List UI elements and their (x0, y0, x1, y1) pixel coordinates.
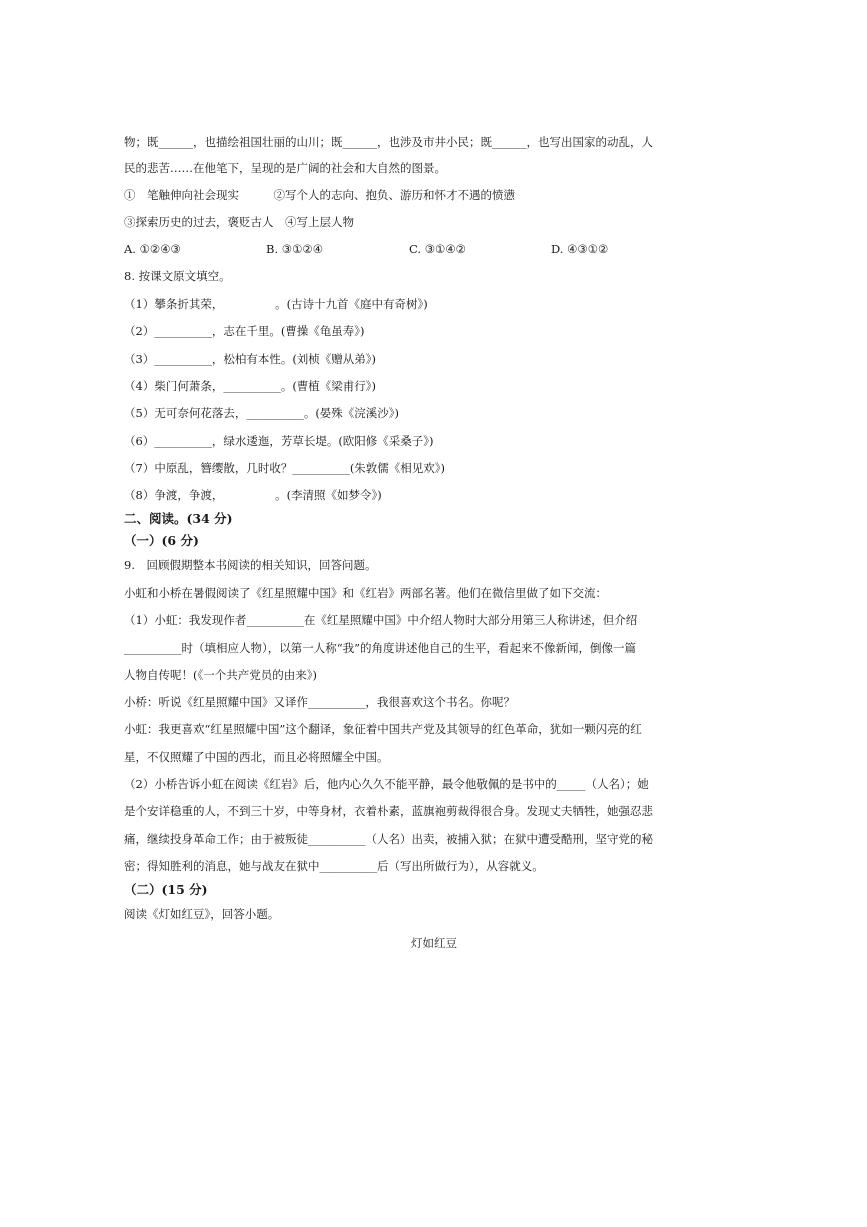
fill-blank-8: （8）争渡，争渡， 。(李清照《如梦令》) (124, 488, 382, 502)
reading-line: 痛，继续投身革命工作；由于被叛徒__________（人名）出卖，被捕入狱；在狱中遭受酷刑，坚守党的秘 (124, 832, 653, 846)
option-a: A. ①②④③ (124, 242, 181, 256)
fill-blank-6: （6）__________，绿水逶迤，芳草长堤。(欧阳修《采桑子》) (124, 434, 434, 448)
reading-line: （2）小桥告诉小虹在阅读《红岩》后，他内心久久不能平静，最令他敬佩的是书中的_____（人名）；她 (124, 777, 649, 791)
reading-line: （1）小虹：我发现作者__________在《红星照耀中国》中介绍人物时大部分用第三人称讲述，但介绍 (124, 613, 638, 627)
choice-line: ③探索历史的过去，褒贬古人 ④写上层人物 (124, 215, 354, 229)
reading-line: 人物自传呢！(《一个共产党员的由来》) (124, 668, 317, 682)
choice-line: ① 笔触伸向社会现实 ②写个人的志向、抱负、游历和怀才不遇的愤懑 (124, 188, 515, 202)
question-10: 阅读《灯如红豆》，回答小题。 (124, 907, 280, 921)
question-9: 9. 回顾假期整本书阅读的相关知识，回答问题。 (124, 558, 377, 572)
fill-blank-5: （5）无可奈何花落去，__________。(晏殊《浣溪沙》) (124, 406, 400, 420)
paragraph-line: 物；既______，也描绘祖国壮丽的山川；既______，也涉及市井小民；既______，也写出国家的动乱，人 (124, 135, 653, 149)
subsection-heading: （二）(15 分) (124, 882, 208, 897)
article-title: 灯如红豆 (411, 936, 457, 950)
fill-blank-1: （1）攀条折其荣， 。(古诗十九首《庭中有奇树》) (124, 297, 428, 311)
paragraph-line: 民的悲苦……在他笔下，呈现的是广阔的社会和大自然的图景。 (124, 161, 446, 175)
subsection-heading: （一）(6 分) (124, 533, 199, 548)
fill-blank-7: （7）中原乱，簪缨散，几时收？__________(朱敦儒《相见欢》) (124, 461, 446, 475)
reading-line: 是个安详稳重的人，不到三十岁，中等身材，衣着朴素，蓝旗袍剪裁得很合身。发现丈夫牺牲，她强忍悲 (124, 804, 653, 818)
fill-blank-4: （4）柴门何萧条，__________。(曹植《梁甫行》) (124, 379, 377, 393)
reading-line: __________时（填相应人物），以第一人称“我”的角度讲述他自己的生平，看起来不像新闻，倒像一篇 (124, 641, 637, 655)
option-b: B. ③①②④ (266, 242, 324, 256)
reading-line: 小桥：听说《红星照耀中国》又译作__________，我很喜欢这个书名。你呢？ (124, 695, 515, 709)
option-c: C. ③①④② (409, 242, 466, 256)
reading-line: 密；得知胜利的消息，她与战友在狱中__________后（写出所做行为），从容就义。 (124, 859, 544, 873)
question-8: 8. 按课文原文填空。 (124, 269, 231, 283)
fill-blank-2: （2）__________，志在千里。(曹操《龟虽寿》) (124, 324, 365, 338)
reading-line: 小虹：我更喜欢“红星照耀中国”这个翻译，象征着中国共产党及其领导的红色革命，犹如一颗闪亮的红 (124, 722, 642, 736)
fill-blank-3: （3）__________，松柏有本性。(刘桢《赠从弟》) (124, 352, 377, 366)
reading-line: 小虹和小桥在暑假阅读了《红星照耀中国》和《红岩》两部名著。他们在微信里做了如下交流： (124, 586, 607, 600)
section-heading: 二、阅读。(34 分) (124, 511, 233, 526)
option-d: D. ④③①② (551, 242, 609, 256)
reading-line: 星，不仅照耀了中国的西北，而且必将照耀全中国。 (124, 750, 389, 764)
